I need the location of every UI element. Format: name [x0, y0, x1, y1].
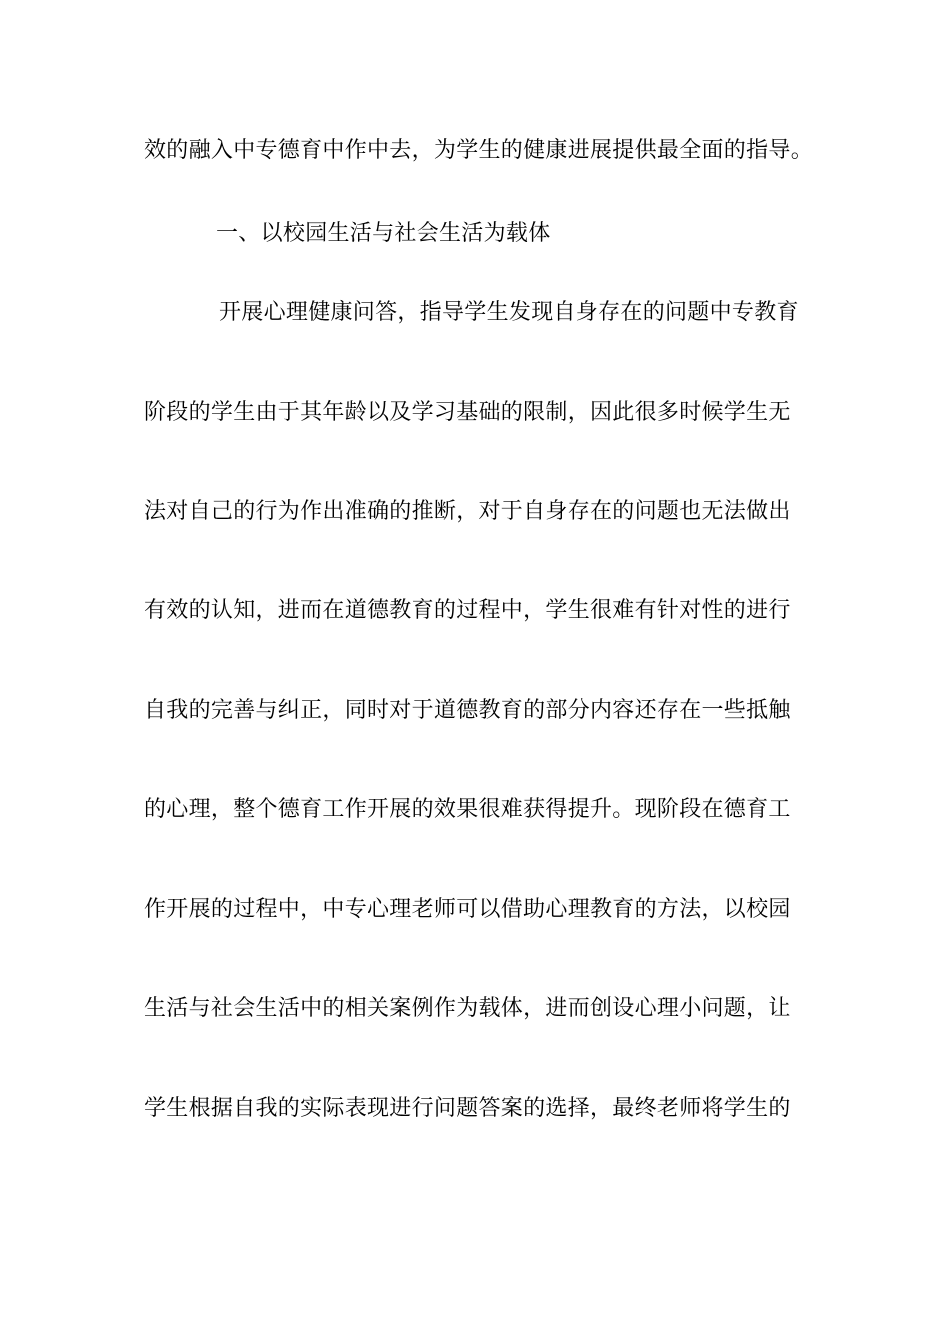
body-text-line: 有效的认知，进而在道德教育的过程中，学生很难有针对性的进行: [144, 598, 791, 623]
body-text-line: 法对自己的行为作出准确的推断，对于自身存在的问题也无法做出: [144, 499, 791, 524]
body-text-line: 作开展的过程中，中专心理老师可以借助心理教育的方法，以校园: [144, 897, 791, 922]
body-text-line: 阶段的学生由于其年龄以及学习基础的限制，因此很多时候学生无: [144, 400, 791, 425]
section-heading: 一、以校园生活与社会生活为载体: [216, 221, 551, 246]
body-text-line: 学生根据自我的实际表现进行问题答案的选择，最终老师将学生的: [144, 1096, 791, 1121]
body-text-line: 自我的完善与纠正，同时对于道德教育的部分内容还存在一些抵触: [144, 698, 791, 723]
body-text-line: 生活与社会生活中的相关案例作为载体，进而创设心理小问题，让: [144, 996, 791, 1021]
body-text-line: 的心理，整个德育工作开展的效果很难获得提升。现阶段在德育工: [144, 797, 791, 822]
body-text-line: 效的融入中专德育中作中去，为学生的健康进展提供最全面的指导。: [144, 138, 814, 163]
paragraph-first-line: 开展心理健康问答，指导学生发现自身存在的问题中专教育: [219, 300, 799, 325]
